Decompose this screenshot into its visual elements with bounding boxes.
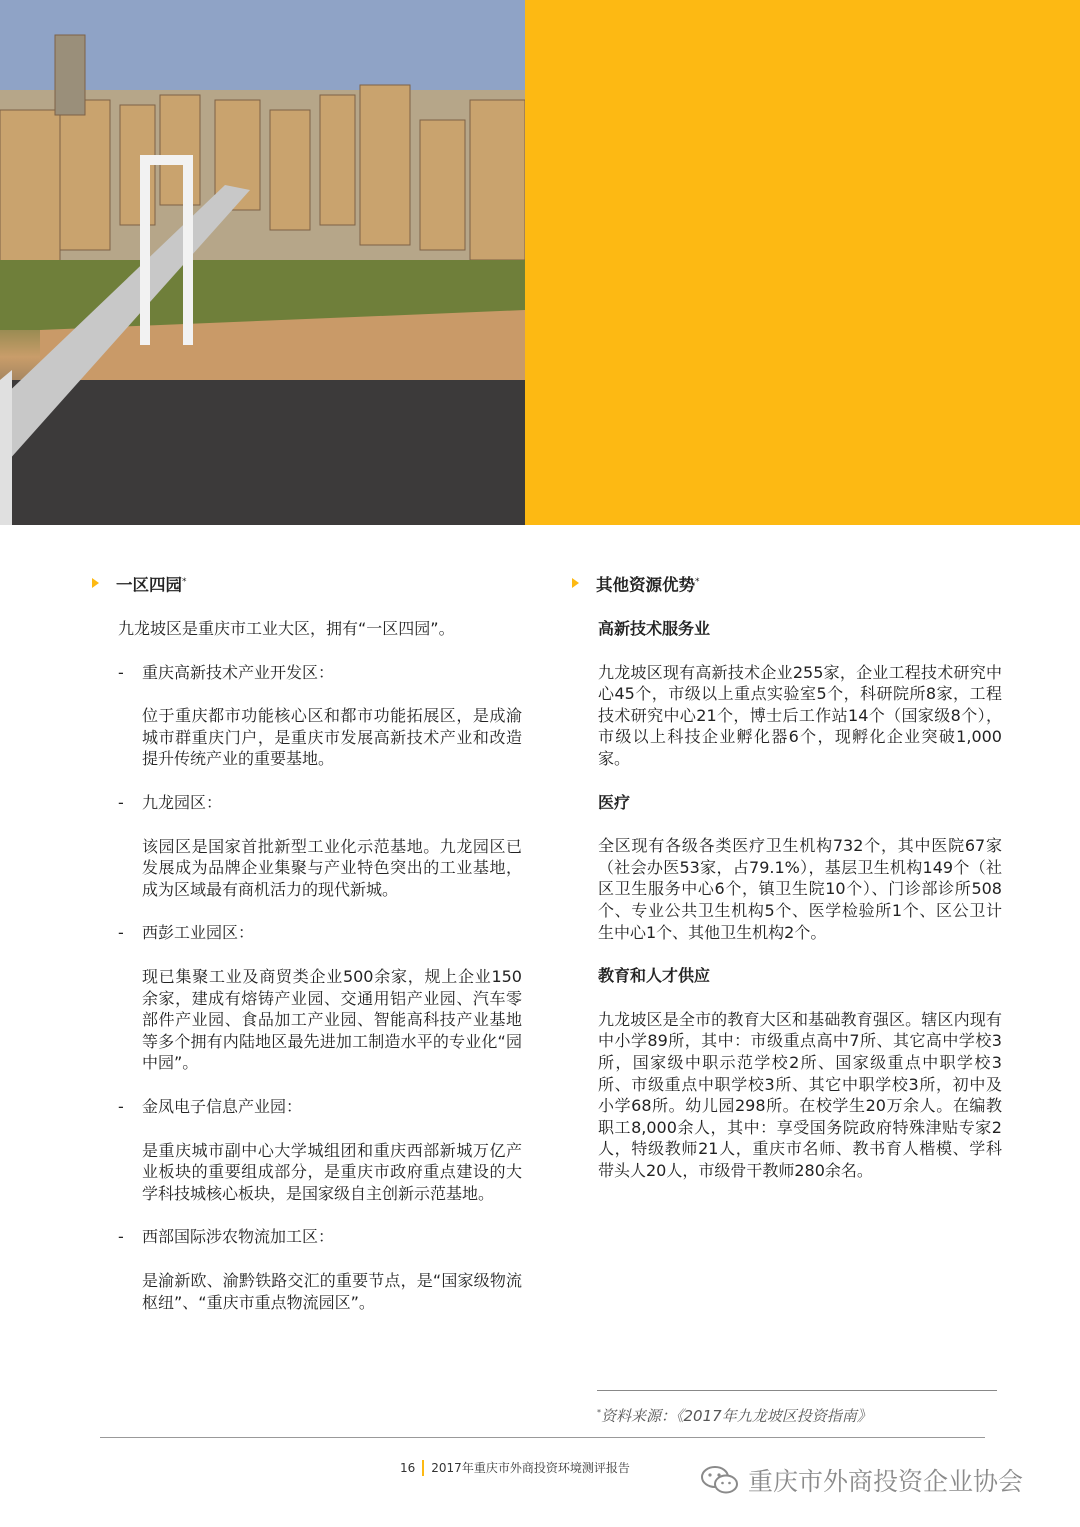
subsection-text: 全区现有各级各类医疗卫生机构732个，其中医院67家（社会办医53家，占79.1%），基层卫生机构149个（社区卫生服务中心6个，镇卫生院10个）、门诊部诊所508个、专业公共卫生机构5个、医学检验所1个、区公卫计生中心1个、其他卫生机构2个。 — [598, 836, 1002, 942]
watermark — [700, 1462, 1023, 1498]
list-item-title: - 重庆高新技术产业开发区： — [118, 662, 335, 682]
list-item-title: - 西部国际涉农物流加工区： — [118, 1227, 335, 1247]
watermark-text: 重庆市外商投资企业协会 — [748, 1467, 1024, 1496]
source-divider — [597, 1390, 997, 1391]
report-title: 2017年重庆市外商投资环境测评报告 — [431, 1461, 630, 1475]
cityscape-photo — [0, 0, 525, 525]
subsection-title: 教育和人才供应 — [598, 966, 711, 986]
page-number: 16 — [400, 1460, 416, 1475]
yellow-panel — [525, 0, 1080, 525]
list-item-title: - 西彭工业园区： — [118, 923, 255, 943]
page-footer — [400, 1459, 630, 1476]
triangle-bullet-icon — [92, 578, 99, 588]
list-item-description: 位于重庆都市功能核心区和都市功能拓展区，是成渝城市群重庆门户，是重庆市发展高新技术产业和改造提升传统产业的重要基地。 — [142, 706, 522, 769]
list-item-description: 是重庆城市副中心大学城组团和重庆西部新城万亿产业板块的重要组成部分，是重庆市政府重点建设的大学科技城核心板块，是国家级自主创新示范基地。 — [142, 1140, 522, 1203]
subsection-title: 医疗 — [598, 792, 631, 812]
subsection-text: 九龙坡区是全市的教育大区和基础教育强区。辖区内现有中小学89所，其中：市级重点高中7所、其它高中学校3所，国家级中职示范学校2所、国家级重点中职学校3所、市级重点中职学校3所、其它中职学校3所，初中及小学68所。幼儿园298所。在校学生20万余人。在编教职工8,000余人，其中：享受国务院政府特殊津贴专家2人，特级教师21人，重庆市名师、教书育人楷模、学科带头人20人，市级骨干教师280余名。 — [598, 1009, 1002, 1180]
section-heading-resources: 其他资源优势* — [572, 572, 1002, 596]
subsection-title: 高新技术服务业 — [598, 619, 711, 639]
footer-divider — [100, 1437, 985, 1438]
subsection-text: 九龙坡区现有高新技术企业255家，企业工程技术研究中心45个，市级以上重点实验室5个，科研院所8家，工程技术研究中心21个，博士后工作站14个（国家级8个），市级以上科技企业孵化器6个，现孵化企业突破1,000家。 — [598, 662, 1002, 769]
list-item-title: - 九龙园区： — [118, 793, 223, 813]
section-heading-parks: 一区四园* — [92, 572, 522, 596]
list-item-title: - 金凤电子信息产业园： — [118, 1097, 303, 1116]
list-item-description: 该园区是国家首批新型工业化示范基地。九龙园区已发展成为品牌企业集聚与产业特色突出的工业基地，成为区域最有商机活力的现代新城。 — [142, 836, 522, 899]
right-column — [572, 572, 1002, 1204]
triangle-bullet-icon — [572, 578, 579, 588]
list-item-description: 现已集聚工业及商贸类企业500余家，规上企业150余家，建成有熔铸产业园、交通用铝产业园、汽车零部件产业园、食品加工产业园、智能高科技产业基地等多个拥有内陆地区最先进加工制造水平的专业化“园中园”。 — [142, 967, 522, 1073]
wechat-icon — [700, 1464, 740, 1496]
bridge-city-illustration — [0, 0, 525, 525]
intro-paragraph: 九龙坡区是重庆市工业大区，拥有“一区四园”。 — [118, 619, 455, 639]
left-column — [92, 572, 522, 1335]
source-note: *资料来源：《2017年九龙坡区投资指南》 — [597, 1407, 872, 1425]
footer-separator — [422, 1460, 424, 1476]
list-item-description: 是渝新欧、渝黔铁路交汇的重要节点，是“国家级物流枢纽”、“重庆市重点物流园区”。 — [142, 1270, 522, 1312]
